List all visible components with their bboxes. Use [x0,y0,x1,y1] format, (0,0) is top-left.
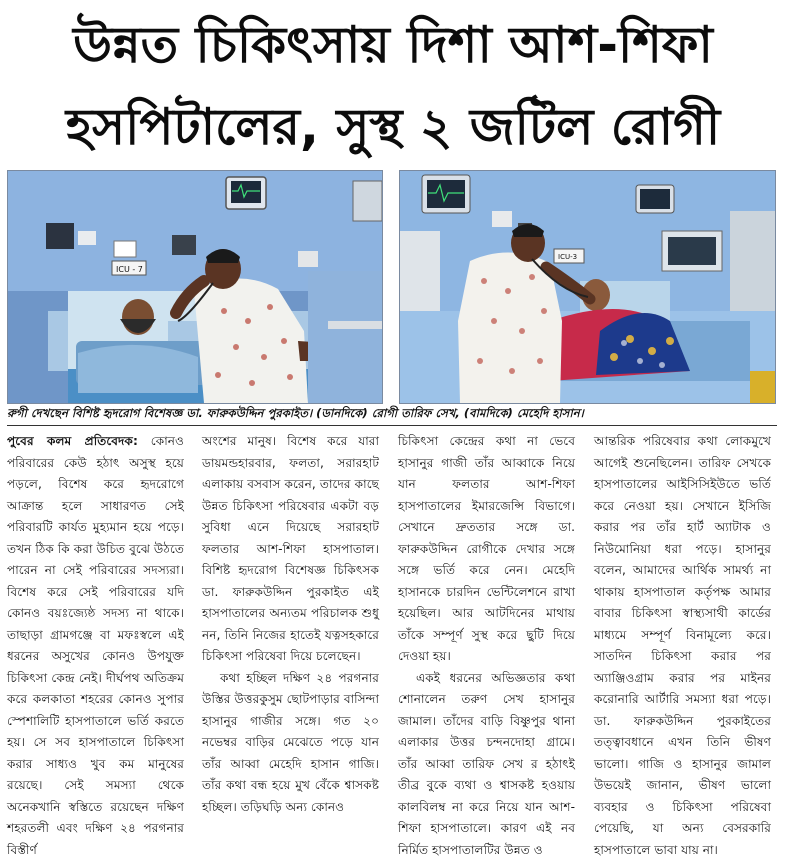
caption-divider [7,425,777,426]
column-2-para-1: অংশের মানুষ। বিশেষ করে যারা ডায়মন্ডহারবার, ফলতা, সরারহাট এলাকায় বসবাস করেন, তাদের কাছে উন্নত চিকিৎসা পরিষেবার একটা বড় সুবিধা এনে দিয়েছে সরারহাট ফলতার আশ-শিফা হাসপাতাল। বিশিষ্ট হৃদরোগ বিশেষজ্ঞ চিকিৎসক ডা. ফারুকউদ্দিন পুরকাইত এই হাসপাতালের অন্যতম পরিচালক শুধু নন, তিনি নিজের হাতেই যত্নসহকারে চিকিৎসা পরিষেবা দিয়ে চলেছেন। [202,431,379,668]
photo-doctor-patient-left [7,170,383,404]
icu-sign-left: ICU - 7 [116,265,143,274]
photo-caption: রুগী দেখছেন বিশিষ্ট হৃদরোগ বিশেষজ্ঞ ডা. ফারুকউদ্দিন পুরকাইত। (ডানদিকে) রোগী তারিফ সেখ, (বামদিকে) মেহেদি হাসান। [7,405,777,424]
icu-sign-right: ICU-3 [558,253,577,261]
headline [0,4,786,168]
column-3-para-2: একই ধরনের অভিজ্ঞতার কথা শোনালেন তরুণ সেখ হাসানুর জামাল। তাঁদের বাড়ি বিষ্ণুপুর থানা এলাকার উত্তর চন্দনদোহা গ্রামে। তাঁর আব্বা তারিফ সেখ র হঠাৎই তীব্র বুকে ব্যথা ও শ্বাসকষ্ট হওয়ায় কালবিলম্ব না করে নিয়ে যান আশ-শিফা হাসপাতালে। কারণ এই নব নির্মিত হাসপাতালটির উন্নত ও [398,668,575,861]
article-column-4 [594,431,771,861]
article-column-3 [398,431,575,861]
photo-doctor-patient-right [399,170,776,404]
hospital-photo-left [8,171,382,403]
article-column-2 [202,431,379,818]
byline: পুবের কলম প্রতিবেদক: [7,434,138,448]
column-3-para-1: চিকিৎসা কেন্দ্রের কথা না ভেবে হাসানুর গাজী তাঁর আব্বাকে নিয়ে যান ফলতার আশ-শিফা হাসপাতালের ইমারজেন্সি বিভাগে। সেখানে দ্রুততার সঙ্গে ডা. ফারুকউদ্দিন রোগীকে দেখার সঙ্গে সঙ্গে ভর্তি করে নেন। মেহেদি হাসানকে চারদিন ভেন্টিলেশনে রাখা হয়েছিল। আর আটদিনের মাথায় তাঁকে সম্পূর্ণ সুস্থ করে ছুটি দিয়ে দেওয়া হয়। [398,431,575,668]
hospital-photo-right [400,171,775,403]
headline-line-1: উন্নত চিকিৎসায় দিশা আশ-শিফা [0,4,786,86]
headline-line-2: হসপিটালের, সুস্থ ২ জটিল রোগী [0,86,786,168]
column-4-text: আন্তরিক পরিষেবার কথা লোকমুখে আগেই শুনেছিলেন। তারিফ সেখকে হাসপাতালের আইসিসিইউতে ভর্তি করে নেওয়া হয়। সেখানে ইসিজি করার পর তাঁর হার্ট অ্যাটাক ও নিউমোনিয়া ধরা পড়ে। হাসানুর বলেন, আমাদের আর্থিক সামর্থ্য না থাকায় হাসপাতাল কর্তৃপক্ষ আমার বাবার চিকিৎসা স্বাস্থ্যসাথী কার্ডের মাধ্যমে সম্পূর্ণ বিনামূল্যে করে। সাতদিন চিকিৎসা করার পর অ্যাঞ্জিওগ্রাম করার পর মাইনর করোনারি আর্টারি সমস্যা ধরা পড়ে। ডা. ফারুকউদ্দিন পুরকাইতের তত্ত্বাবধানে এখন তিনি ভীষণ ভালো। গাজি ও হাসানুর জামাল উভয়েই জানান, ভীষণ ভালো ব্যবহার ও চিকিৎসা পরিষেবা পেয়েছি, যা অন্য বেসরকারি হাসপাতালে ভাবা যায় না। [594,431,771,861]
column-2-para-2: কথা হচ্ছিল দক্ষিণ ২৪ পরগনার উস্তির উত্তরকুসুম ছোটপাড়ার বাসিন্দা হাসানুর গাজীর সঙ্গে। গত ২০ নভেম্বর বাড়ির মেঝেতে পড়ে যান তাঁর আব্বা মেহেদি হাসান গাজি। তাঁর কথা বন্ধ হয়ে মুখ বেঁকে শ্বাসকষ্ট হচ্ছিল। তড়িঘড়ি অন্য কোনও [202,668,379,819]
column-1-text: কোনও পরিবারের কেউ হঠাৎ অসুস্থ হয়ে পড়লে, বিশেষ করে হৃদরোগে আক্রান্ত হলে সাধারণত সেই পরিবারটি কার্যত মুহ্যমান হয়ে পড়ে। তখন ঠিক কি করা উচিত বুঝে উঠতে পারেন না সেই পরিবারের সদস্যরা। বিশেষ করে সেই পরিবারের যদি কোনও বয়ঃজ্যেষ্ঠ সদস্য না থাকে। তাছাড়া গ্রামগঞ্জে বা মফঃস্বলে এই ধরনের অসুখের কোনও উপযুক্ত চিকিৎসা কেন্দ্র নেই। দীর্ঘপথ অতিক্রম করে কলকাতা শহরের কোনও সুপার স্পেশালিটি হাসপাতালে ভর্তি করতে হয়। সে সব হাসপাতালে চিকিৎসা করার সাধ্যও খুব কম মানুষের রয়েছে। সেই সমস্যা থেকে অনেকখানি স্বস্তিতে রয়েছেন দক্ষিণ শহরতলী এবং দক্ষিণ ২৪ পরগনার বিস্তীর্ণ [7,434,184,857]
article-column-1 [7,431,184,861]
